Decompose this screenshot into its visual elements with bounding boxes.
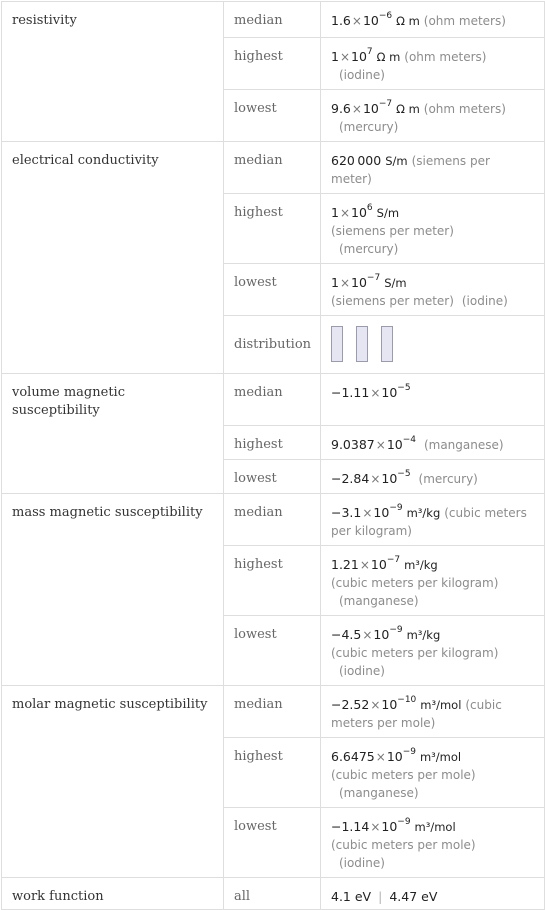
table-row [2, 494, 545, 546]
table-row [2, 2, 545, 38]
table-row [2, 142, 545, 194]
category-cell: work function [2, 878, 224, 910]
stat-label: highest [224, 738, 321, 808]
distribution-bar [381, 326, 393, 362]
value-cell: 4.1 eV | 4.47 eV [321, 878, 545, 910]
properties-table [1, 1, 545, 910]
stat-label: lowest [224, 90, 321, 142]
category-cell: electrical conductivity [2, 142, 224, 374]
value-cell: $9.6\times 10^{-7}$ Ω m (ohm meters) (mercury) [321, 90, 545, 142]
value-cell: $1\times 10^7$ Ω m (ohm meters) (iodine) [321, 38, 545, 90]
value-cell: $6.6475\times 10^{-9}$ m³/mol (cubic meters per mole) (manganese) [321, 738, 545, 808]
table-row [2, 374, 545, 426]
stat-label: lowest [224, 616, 321, 686]
stat-label: highest [224, 426, 321, 460]
value-cell: 620 000 S/m (siemens per meter) [321, 142, 545, 194]
value-cell: $-2.84\times 10^{-5}$ (mercury) [321, 460, 545, 494]
stat-label: lowest [224, 460, 321, 494]
stat-label: highest [224, 194, 321, 264]
stat-label: lowest [224, 264, 321, 316]
value-cell: $9.0387\times 10^{-4}$ (manganese) [321, 426, 545, 460]
distribution-histogram [331, 326, 534, 362]
stat-label: median [224, 686, 321, 738]
stat-label: median [224, 374, 321, 426]
stat-label: highest [224, 38, 321, 90]
category-cell: volume magnetic susceptibility [2, 374, 224, 494]
value-cell: $-1.11\times 10^{-5}$ [321, 374, 545, 426]
distribution-bar [356, 326, 368, 362]
value-cell: $1\times 10^6$ S/m (siemens per meter) (mercury) [321, 194, 545, 264]
category-cell: molar magnetic susceptibility [2, 686, 224, 878]
value-cell: $-2.52\times 10^{-10}$ m³/mol (cubic meters per mole) [321, 686, 545, 738]
distribution-cell [321, 316, 545, 374]
stat-label: median [224, 494, 321, 546]
table-row [2, 686, 545, 738]
value-cell: $-3.1\times 10^{-9}$ m³/kg (cubic meters per kilogram) [321, 494, 545, 546]
value-cell: $-4.5\times 10^{-9}$ m³/kg (cubic meters per kilogram) (iodine) [321, 616, 545, 686]
category-cell: resistivity [2, 2, 224, 142]
stat-label: median [224, 142, 321, 194]
category-cell: mass magnetic susceptibility [2, 494, 224, 686]
value-cell: $1\times 10^{-7}$ S/m (siemens per meter) (iodine) [321, 264, 545, 316]
stat-label: distribution [224, 316, 321, 374]
value-cell: $-1.14\times 10^{-9}$ m³/mol (cubic meters per mole) (iodine) [321, 808, 545, 878]
stat-label: lowest [224, 808, 321, 878]
value-cell: $1.21\times 10^{-7}$ m³/kg (cubic meters per kilogram) (manganese) [321, 546, 545, 616]
value-cell: $1.6\times 10^{-6}$ Ω m (ohm meters) [321, 2, 545, 38]
stat-label: median [224, 2, 321, 38]
stat-label: highest [224, 546, 321, 616]
distribution-bar [331, 326, 343, 362]
table-row [2, 878, 545, 910]
stat-label: all [224, 878, 321, 910]
